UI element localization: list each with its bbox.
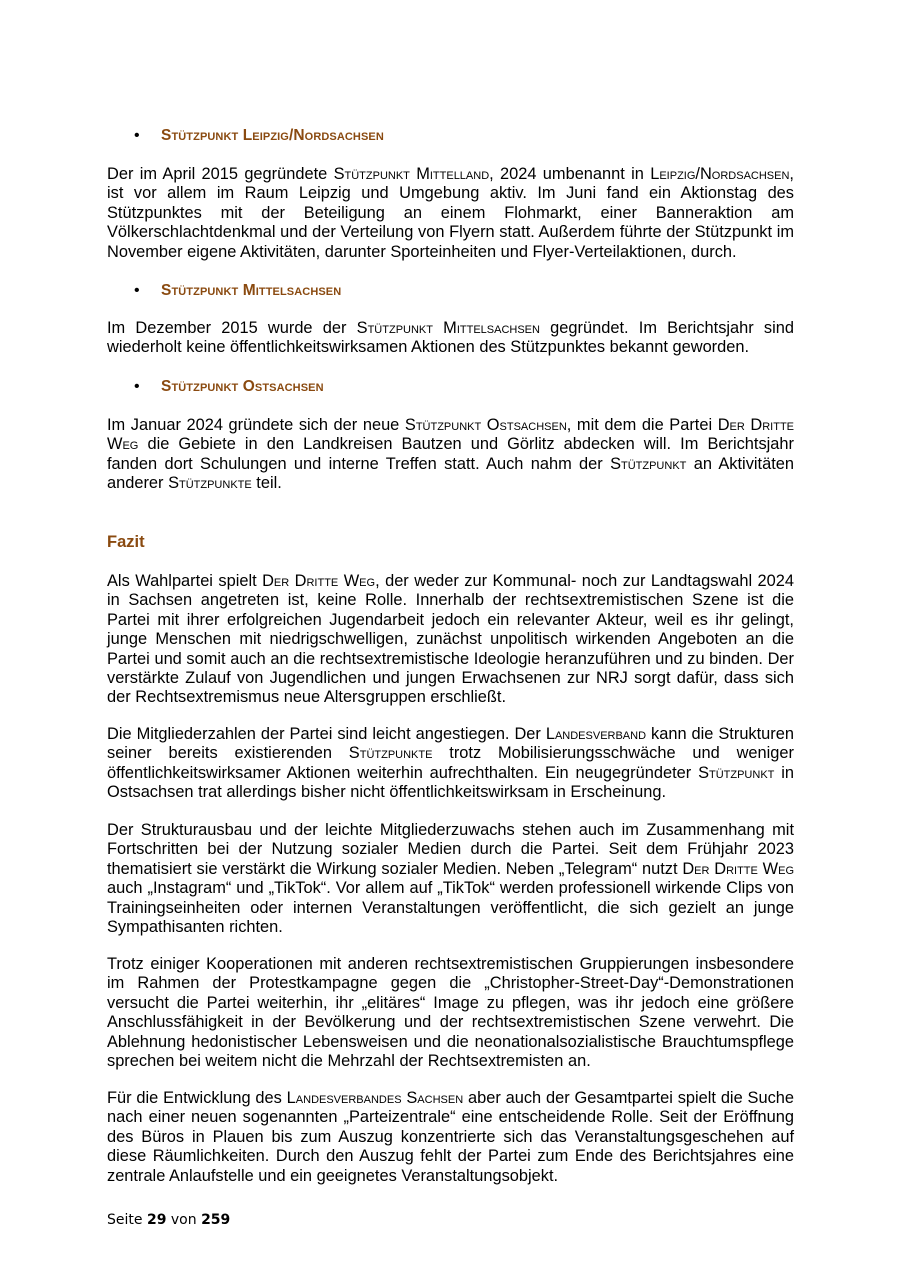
footer-middle: von: [166, 1212, 202, 1228]
bullet: •: [134, 282, 140, 299]
section-heading-leipzig: [107, 127, 794, 151]
heading-text: Stützpunkt Leipzig/Nordsachsen: [161, 127, 384, 144]
small-caps-run: Stützpunkte: [168, 474, 252, 493]
footer-prefix: Seite: [107, 1212, 147, 1228]
text-run: auch „Instagram“ und „TikTok“. Vor allem auf „TikTok“ werden professionell wirkende Clips von Trainingseinheiten oder internen Veranstaltungen veröffentlicht, die sich gezielt an junge Sympathisanten richten.: [107, 879, 794, 937]
text-run: Als Wahlpartei spielt: [107, 572, 263, 590]
section-title-fazit: Fazit: [107, 533, 145, 551]
paragraph-fazit-5: [107, 1089, 794, 1186]
paragraph-ostsachsen: [107, 416, 794, 494]
small-caps-run: Stützpunkt: [698, 763, 775, 782]
text-run: trotz Mobilisierungsschwäche und weniger öffentlichkeitswirksamer Aktionen weiterhin aufrechthalten. Ein neugegründeter: [107, 744, 794, 782]
text-run: in Ostsachsen trat allerdings bisher nicht öffentlichkeitswirksam in Erscheinung.: [107, 763, 794, 802]
text-run: , 2024 umbenannt in: [489, 165, 651, 183]
small-caps-run: Landesverbandes Sachsen: [286, 1089, 464, 1107]
paragraph-fazit-2: [107, 725, 794, 803]
small-caps-run: Stützpunkt Ostsachsen: [404, 416, 567, 434]
text-run: Trotz einiger Kooperationen mit anderen rechtsextremistischen Gruppierungen insbesondere im Rahmen der Protestkampagne gegen die „Christopher-Street-Day“-Demonstrationen versucht die Partei weiterhin, ihr „elitäres“ Image zu pflegen, was ihr jedoch eine größere Anschlussfähigkeit in der Bevölkerung und der rechtsextremistischen Szene verwehrt. Die Ablehnung hedonistischer Lebensweisen und die neonationalsozialistische Brauchtumspflege sprechen bei weitem nicht die Mehrzahl der Rechtsextremisten an.: [107, 955, 794, 1071]
text-run: gegründet. Im Berichtsjahr sind wiederholt keine öffentlichkeitswirksamen Aktionen des Stützpunktes bekannt geworden.: [107, 319, 794, 357]
text-run: Im Januar 2024 gründete sich der neue: [107, 416, 405, 434]
paragraph-fazit-3: [107, 821, 794, 937]
page-footer: [107, 1212, 230, 1228]
current-page-number: 29: [146, 1212, 167, 1228]
paragraph-mittelsachsen: [107, 319, 794, 358]
section-heading-mittelsachsen: [107, 282, 794, 306]
text-run: , mit dem die Partei: [566, 416, 718, 434]
total-page-count: 259: [201, 1212, 231, 1228]
text-run: die Gebiete in den Landkreisen Bautzen und Görlitz abdecken will. Im Berichtsjahr fanden dort Schulungen und interne Treffen statt. Auch nahm der: [107, 435, 794, 473]
small-caps-run: Der Dritte Weg: [262, 572, 376, 590]
heading-text: Stützpunkt Mittelsachsen: [161, 282, 342, 299]
text-run: aber auch der Gesamtpartei spielt die Suche nach einer neuen sogenannten „Parteizentrale“ eine entscheidende Rolle. Seit der Eröffnung des Büros in Plauen bis zum Auszug konzentrierte sich das Veranstaltungsgeschehen auf diese Räumlichkeiten. Durch den Auszug fehlt der Partei zum Ende des Berichtsjahres eine zentrale Anlaufstelle und ein geeignetes Veranstaltungsobjekt.: [107, 1089, 794, 1185]
small-caps-run: Leipzig/Nordsachsen: [650, 165, 790, 183]
small-caps-run: Stützpunkte: [348, 744, 433, 763]
paragraph-fazit-4: [107, 955, 794, 1071]
text-run: Für die Entwicklung des: [107, 1089, 287, 1107]
paragraph-leipzig: [107, 165, 794, 262]
text-run: Der im April 2015 gegründete: [107, 165, 334, 183]
heading-text: Stützpunkt Ostsachsen: [161, 378, 324, 395]
text-run: Die Mitgliederzahlen der Partei sind leicht angestiegen. Der: [107, 725, 546, 743]
small-caps-run: Stützpunkt: [610, 454, 687, 473]
text-run: kann die Strukturen seiner bereits existierenden: [107, 725, 794, 763]
bullet: •: [134, 378, 140, 395]
small-caps-run: Stützpunkt Mittelsachsen: [356, 319, 540, 337]
small-caps-run: Landesverband: [545, 725, 647, 743]
text-run: an Aktivitäten anderer: [107, 454, 794, 493]
text-run: , ist vor allem im Raum Leipzig und Umgebung aktiv. Im Juni fand ein Aktionstag des Stützpunktes mit der Beteiligung an einem Flohmarkt, einer Banneraktion am Völkerschlachtdenkmal und der Verteilung von Flyern statt. Außerdem führte der Stützpunkt im November eigene Aktivitäten, darunter Sporteinheiten und Flyer-Verteilaktionen, durch.: [107, 165, 794, 261]
small-caps-run: Der Dritte Weg: [107, 416, 795, 454]
text-run: , der weder zur Kommunal- noch zur Landtagswahl 2024 in Sachsen angetreten ist, keine Rolle. Innerhalb der rechtsextremistischen Szene ist die Partei mit ihrer erfolgreichen Jugendarbeit jedoch ein relevanter Akteur, weil es ihr gelingt, junge Menschen mit niedrigschwelligen, zunächst unpolitisch wirkenden Angeboten an die Partei und somit auch an die rechtsextremistische Ideologie heranzuführen und zu binden. Der verstärkte Zulauf von Jugendlichen und jungen Erwachsenen zur NRJ sorgt dafür, dass sich der Rechtsextremismus neue Altersgruppen erschließt.: [107, 572, 794, 707]
text-run: Im Dezember 2015 wurde der: [107, 319, 357, 337]
text-run: Der Strukturausbau und der leichte Mitgliederzuwachs stehen auch im Zusammenhang mit Fortschritten bei der Nutzung sozialer Medien durch die Partei. Seit dem Frühjahr 2023 thematisiert sie verstärkt die Wirkung sozialer Medien. Neben „Telegram“ nutzt: [107, 821, 794, 878]
small-caps-run: Der Dritte Weg: [682, 859, 794, 878]
section-heading-ostsachsen: [107, 378, 794, 402]
small-caps-run: Stützpunkt Mittelland: [333, 165, 490, 183]
paragraph-fazit-1: [107, 572, 794, 708]
text-run: teil.: [251, 474, 282, 493]
bullet: •: [134, 127, 140, 144]
